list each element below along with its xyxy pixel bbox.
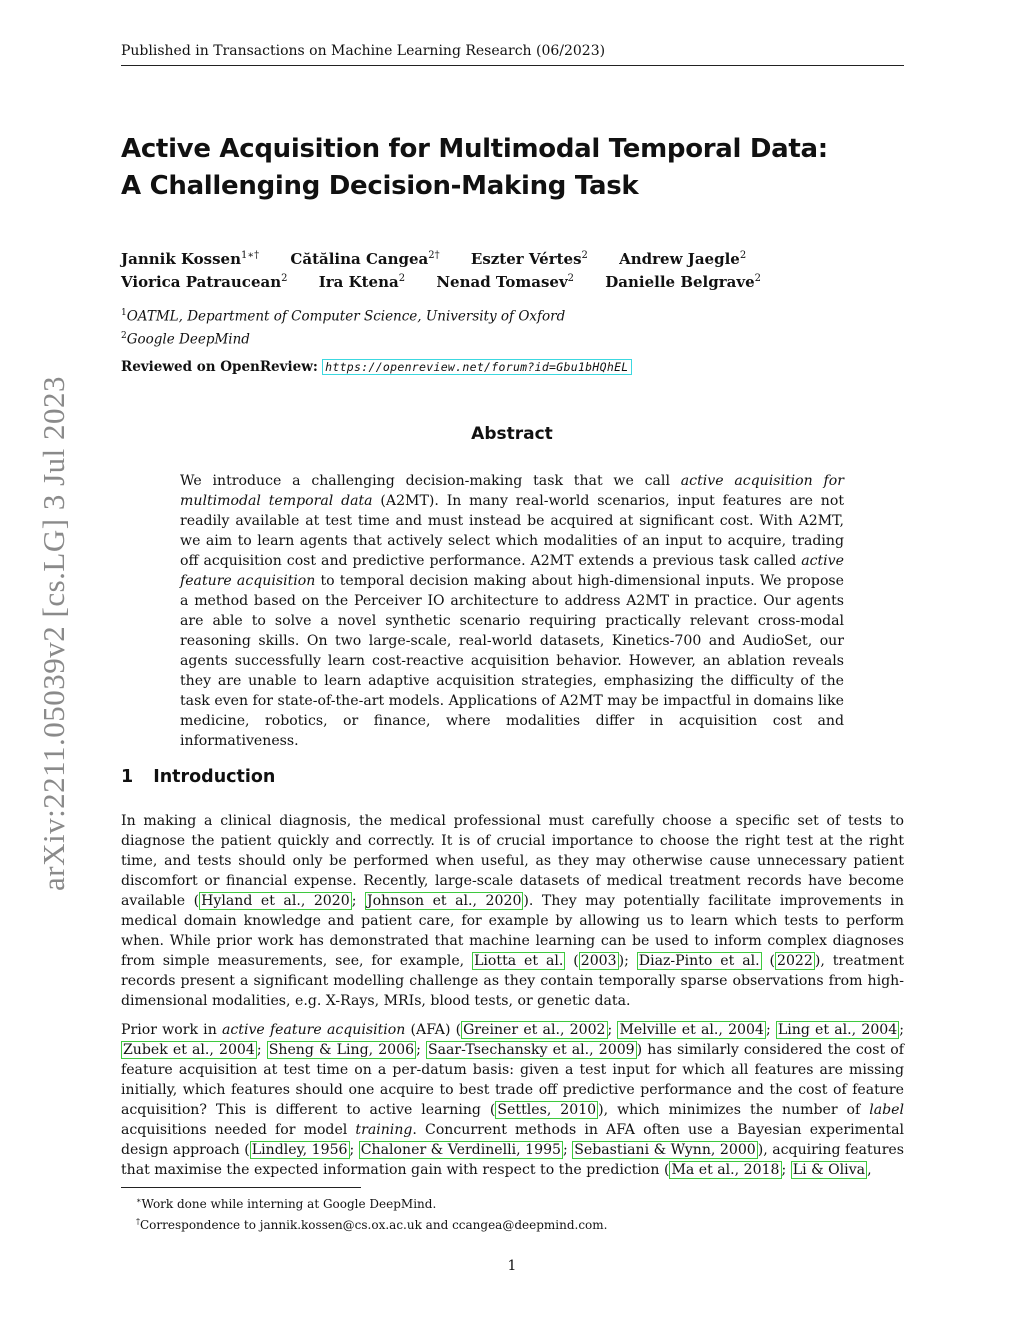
citation-link[interactable]: Diaz-Pinto et al. xyxy=(638,953,760,969)
affiliations xyxy=(121,304,565,349)
author-row-2 xyxy=(121,269,904,292)
footnote-rule xyxy=(121,1187,361,1188)
title-line-2: A Challenging Decision-Making Task xyxy=(121,171,639,201)
author-name: Jannik Kossen xyxy=(121,250,241,268)
openreview-link[interactable]: https://openreview.net/forum?id=Gbu1bHQhEL xyxy=(322,359,631,375)
abstract-heading: Abstract xyxy=(471,424,553,444)
title-line-1: Active Acquisition for Multimodal Temporal Data: xyxy=(121,134,828,164)
text-run: In making a clinical diagnosis, the medical professional must carefully choose a specific set of tests to diagnose the patient quickly and correctly. It is of crucial importance to choose the right test at the right time, and tests should only be performed when useful, as they may otherwise cause unnecessary patient discomfort or financial expense. Recently, large-scale datasets of medical treatment records have become available ( xyxy=(121,813,904,909)
review-label: Reviewed on OpenReview: xyxy=(121,359,318,375)
author-name: Ira Ktena xyxy=(318,273,399,291)
citation-year-link[interactable]: 2003 xyxy=(580,953,617,969)
citation-link[interactable]: Sheng & Ling, 2006 xyxy=(268,1042,415,1058)
author-row-1 xyxy=(121,246,904,269)
arxiv-stamp: arXiv:2211.05039v2 [cs.LG] 3 Jul 2023 xyxy=(36,376,71,892)
citation-year-link[interactable]: 2022 xyxy=(777,953,813,969)
emphasis: active feature acquisition xyxy=(221,1022,406,1038)
text-run: to temporal decision making about high-dimensional inputs. We propose a method based on the Perceiver IO architecture to address A2MT in practice. Our agents are able to solve a novel synthetic scenario requiring practically relevant cross-modal reasoning skills. On two large-scale, real-world datasets, Kinetics-700 and AudioSet, our agents successfully learn cost-reactive acquisition behavior. However, an ablation reveals they are unable to learn adaptive acquisition strategies, emphasizing the difficulty of the task even for state-of-the-art models. Applications of A2MT may be impactful in domains like medicine, robotics, or finance, where modalities differ in acquisition cost and informativeness. xyxy=(180,573,844,749)
text-run: acquisitions needed for model xyxy=(121,1122,356,1138)
affiliation-mark: 2 xyxy=(121,330,127,341)
abstract-text xyxy=(180,471,844,751)
intro-paragraph-2: Prior work in active feature acquisition (AFA) ( Greiner et al., 2002 ; Melville et al., 2004 ; Ling et al., 2004 ; Zubek et al., 2004 ; Sheng & Ling, 2006 ; Saar-Tsechansky et al., 2009 ) has similarly considered the cost of feature acquisition at test time on a per-datum basis: given a test input for which all features are missing initially, which features should one acquire to best trade off predictive performance and the cost of feature acquisition? This is different to active learning ( Settles, 2010 ), which minimizes the number of label acquisitions needed for model training. Concurrent methods in AFA often use a Bayesian experimental design approach ( Lindley, 1956 ; Chaloner & Verdinelli, 1995 ; Sebastiani & Wynn, 2000 ), acquiring features that maximise the expected information gain with respect to the prediction ( Ma et al., 2018 ; Li & Oliva , xyxy=(121,1022,905,1178)
author-affil-mark: 2 xyxy=(398,273,406,284)
text-run: ), treatment records present a significant modelling challenge as they contain temporally sparse observations from high-dimensional modalities, e.g. X-Rays, MRIs, blood tests, or genetic data. xyxy=(121,953,905,1009)
text-run: ), which minimizes the number of xyxy=(598,1102,870,1118)
text-run: ) has similarly considered the cost of feature acquisition at test time on a per-datum basis: given a test input for which all features are missing initially, which features should one acquire to best trade off predictive performance and the cost of feature acquisition? This is different to active learning ( xyxy=(121,1042,904,1118)
section-title: Introduction xyxy=(153,767,276,787)
citation-link[interactable]: Melville et al., 2004 xyxy=(619,1022,764,1038)
author-affil-mark: 2 xyxy=(567,273,575,284)
text-run: ). They may potentially facilitate improvements in medical domain knowledge and patient care, for example by allowing us to learn which tests to perform when. While prior work has demonstrated that machine learning can be used to inform complex diagnoses from simple measurements, see, for example, xyxy=(121,893,904,969)
footnote-text: Work done while interning at Google DeepMind. xyxy=(141,1197,437,1211)
author-name: Danielle Belgrave xyxy=(605,273,755,291)
section-heading xyxy=(121,767,275,787)
author xyxy=(319,273,405,291)
affiliation-text: Google DeepMind xyxy=(126,331,250,347)
running-header: Published in Transactions on Machine Learning Research (06/2023) xyxy=(121,43,904,66)
paper-title xyxy=(121,131,904,205)
footnotes xyxy=(136,1192,607,1234)
author xyxy=(121,250,259,268)
affiliation-text: OATML, Department of Computer Science, University of Oxford xyxy=(126,308,566,325)
affiliation xyxy=(121,327,565,350)
affiliation-mark: 1 xyxy=(121,308,127,318)
citation-link[interactable]: Settles, 2010 xyxy=(497,1102,597,1118)
text-run: (AFA) ( xyxy=(405,1022,462,1038)
text-run: . Concurrent methods in AFA often use a Bayesian experimental design approach ( xyxy=(121,1122,904,1158)
author-name: Viorica Patraucean xyxy=(121,273,282,291)
citation-link[interactable]: Johnson et al., 2020 xyxy=(366,893,522,909)
author-name: Andrew Jaegle xyxy=(619,250,740,268)
emphasis: active feature acquisition xyxy=(180,553,844,589)
page-number: 1 xyxy=(507,1258,517,1274)
text-run: We introduce a challenging decision-making task that we call xyxy=(180,473,681,489)
intro-paragraph-1: In making a clinical diagnosis, the medical professional must carefully choose a specific set of tests to diagnose the patient quickly and correctly. It is of crucial importance to choose the right test at the right time, and tests should only be performed when useful, as they may otherwise cause unnecessary patient discomfort or financial expense. Recently, large-scale datasets of medical treatment records have become available ( Hyland et al., 2020 ; Johnson et al., 2020 ). They may potentially facilitate improvements in medical domain knowledge and patient care, for example by allowing us to learn which tests to perform when. While prior work has demonstrated that machine learning can be used to inform complex diagnoses from simple measurements, see, for example, Liotta et al. ( 2003 ); Diaz-Pinto et al. ( 2022 ), treatment records present a significant modelling challenge as they contain temporally sparse observations from high-dimensional modalities, e.g. X-Rays, MRIs, blood tests, or genetic data. xyxy=(121,813,905,1009)
citation-link[interactable]: Sebastiani & Wynn, 2000 xyxy=(574,1142,756,1158)
review-line xyxy=(121,359,632,375)
author-affil-mark: 1∗† xyxy=(241,250,260,261)
author-name: Nenad Tomasev xyxy=(436,273,568,291)
author-name: Eszter Vértes xyxy=(470,250,582,268)
author-affil-mark: 2 xyxy=(754,273,761,284)
citation-link[interactable]: Ma et al., 2018 xyxy=(671,1162,780,1178)
affiliation xyxy=(121,304,565,327)
author-affil-mark: 2 xyxy=(281,273,288,284)
author-affil-mark: 2 xyxy=(739,250,747,261)
emphasis: training xyxy=(355,1122,413,1138)
citation-link[interactable]: Zubek et al., 2004 xyxy=(123,1042,255,1058)
author xyxy=(121,273,287,291)
citation-link[interactable]: Saar-Tsechansky et al., 2009 xyxy=(427,1042,635,1058)
author-affil-mark: 2 xyxy=(581,250,588,261)
footnote-text: Correspondence to jannik.kossen@cs.ox.ac.uk and ccangea@deepmind.com. xyxy=(140,1218,608,1232)
section-number: 1 xyxy=(121,767,134,787)
emphasis: label xyxy=(869,1102,904,1118)
footnote xyxy=(136,1192,607,1213)
author xyxy=(619,250,746,268)
author xyxy=(471,250,588,268)
emphasis: active acquisition for multimodal temporal data xyxy=(180,473,844,509)
citation-link[interactable]: Chaloner & Verdinelli, 1995 xyxy=(360,1142,562,1158)
text-run: Prior work in xyxy=(121,1022,222,1038)
citation-link[interactable]: Ling et al., 2004 xyxy=(777,1022,898,1038)
footnote-mark: † xyxy=(136,1217,140,1226)
text-run: ), acquiring features that maximise the expected information gain with respect to the prediction ( xyxy=(121,1142,905,1178)
citation-link[interactable]: Lindley, 1956 xyxy=(251,1142,348,1158)
author xyxy=(290,250,439,268)
author-list xyxy=(121,246,904,292)
author xyxy=(605,273,761,291)
citation-link[interactable]: Hyland et al., 2020 xyxy=(201,893,350,909)
author-name: Cătălina Cangea xyxy=(290,250,429,268)
text-run: (A2MT). In many real-world scenarios, input features are not readily available at test time and must instead be acquired at significant cost. With A2MT, we aim to learn agents that actively select which modalities of an input to acquire, trading off acquisition cost and predictive performance. A2MT extends a previous task called xyxy=(180,493,844,569)
citation-link[interactable]: Liotta et al. xyxy=(474,953,564,969)
author-affil-mark: 2† xyxy=(428,250,440,261)
footnote-mark: ∗ xyxy=(136,1196,142,1205)
citation-link[interactable]: Greiner et al., 2002 xyxy=(463,1022,606,1038)
footnote xyxy=(136,1213,607,1234)
citation-link[interactable]: Li & Oliva xyxy=(792,1162,866,1178)
author xyxy=(436,273,574,291)
